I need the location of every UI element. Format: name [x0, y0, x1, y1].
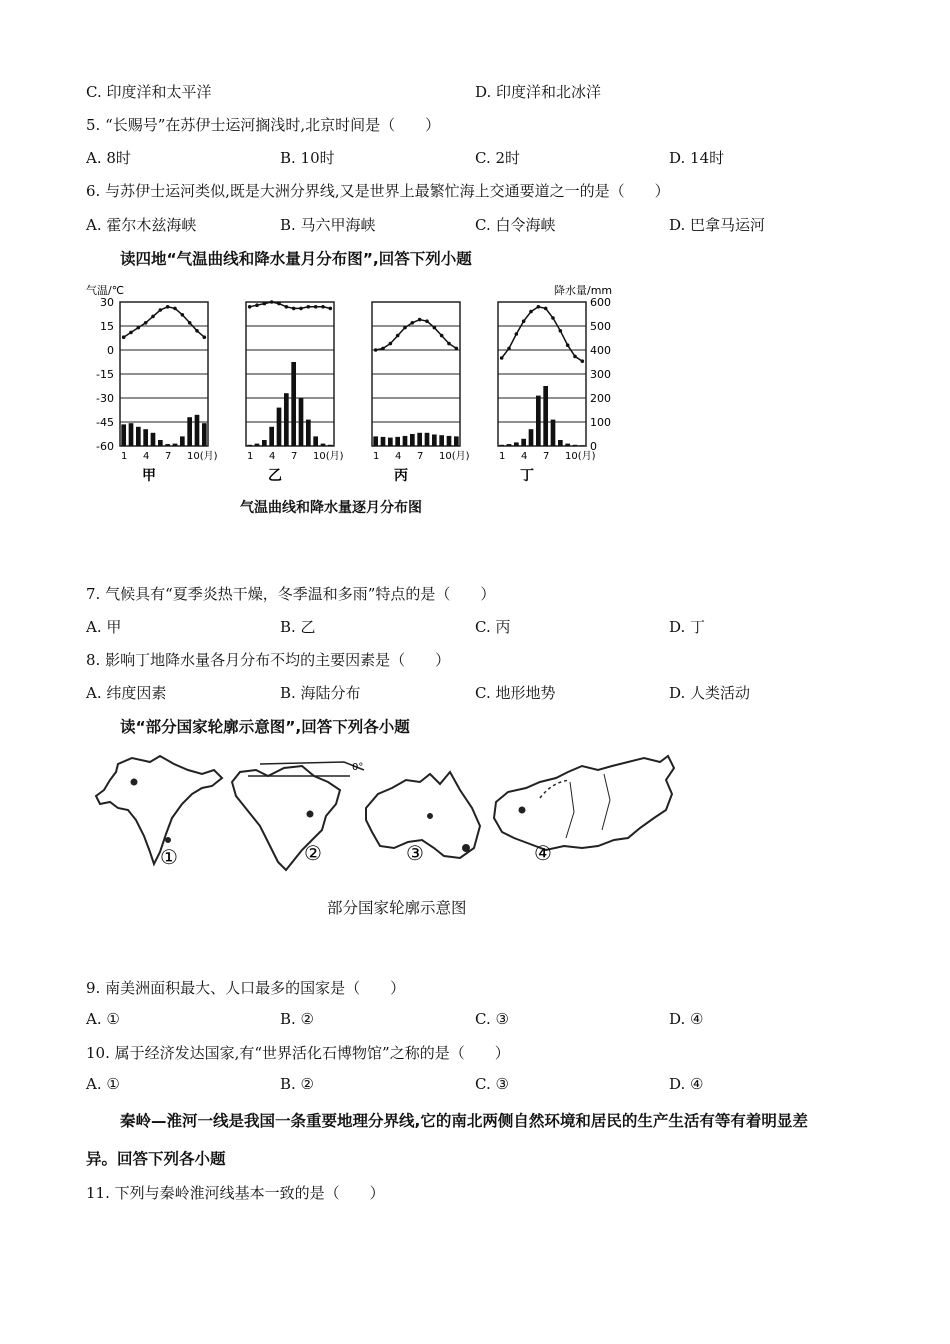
q6-options	[86, 214, 866, 234]
precip-bar	[388, 438, 393, 446]
month-tick-label: 4	[269, 451, 276, 462]
panel-name: 丁	[520, 468, 534, 484]
q10-stem: 10. 属于经济发达国家,有“世界活化石博物馆”之称的是（ ）	[86, 1044, 510, 1062]
q6-option-a: A. 霍尔木兹海峡	[86, 216, 197, 234]
q6-option-d: D. 巴拿马运河	[669, 216, 766, 234]
q9-options	[86, 1010, 866, 1030]
temp-point	[522, 319, 526, 323]
precip-bar	[439, 435, 444, 446]
precip-bar	[565, 444, 570, 446]
precip-bar	[373, 436, 378, 446]
temp-point	[181, 313, 185, 317]
precip-bar	[180, 436, 185, 446]
month-tick-label: 10(月)	[439, 451, 470, 462]
climate-caption: 气温曲线和降水量逐月分布图	[240, 500, 422, 516]
month-tick-label: 7	[165, 451, 172, 462]
precip-bar	[136, 427, 141, 446]
q7-option-c: C. 丙	[475, 618, 511, 636]
precip-bar	[580, 445, 585, 446]
precip-bar	[262, 440, 267, 446]
temp-point	[314, 305, 318, 309]
precip-bar	[425, 433, 430, 446]
precip-bar	[573, 445, 578, 446]
temp-ticks	[96, 296, 114, 453]
temp-line	[376, 320, 457, 350]
q8-option-d: D. 人类活动	[669, 684, 751, 702]
precip-bar	[454, 436, 459, 446]
precip-bar	[410, 434, 415, 446]
precip-bar	[558, 440, 563, 446]
country-outline-india	[96, 756, 222, 864]
q6-stem: 6. 与苏伊士运河类似,既是大洲分界线,又是世界上最繁忙海上交通要道之一的是（ ）	[86, 182, 670, 200]
temp-point	[403, 326, 407, 330]
temp-point	[559, 329, 563, 333]
month-tick-label: 10(月)	[565, 451, 596, 462]
q4-option-d: D. 印度洋和北冰洋	[475, 83, 602, 101]
q6-option-b: B. 马六甲海峡	[280, 216, 376, 234]
month-tick-label: 7	[417, 451, 424, 462]
precip-bar	[269, 427, 274, 446]
temp-point	[263, 302, 267, 306]
q10-option-a: A. ①	[86, 1075, 120, 1093]
temp-point	[299, 307, 303, 311]
temp-point	[433, 326, 437, 330]
temp-tick-label: -15	[96, 368, 114, 381]
temp-point	[151, 315, 155, 319]
precip-axis-label: 降水量/mm	[554, 284, 613, 297]
temp-point	[389, 342, 393, 346]
temp-point	[537, 305, 541, 309]
q5-option-b: B. 10时	[280, 149, 335, 167]
precip-bar	[129, 423, 134, 446]
temp-point	[455, 347, 459, 351]
precip-tick-label: 200	[590, 392, 611, 405]
temp-point	[248, 305, 252, 309]
q5-stem: 5. “长赐号”在苏伊士运河搁浅时,北京时间是（ ）	[86, 116, 441, 134]
precip-bar	[247, 445, 252, 446]
precip-bar	[536, 396, 541, 446]
precip-bar	[551, 420, 556, 446]
temp-point	[418, 318, 422, 322]
temp-point	[203, 335, 207, 339]
precip-bar	[165, 444, 170, 446]
climate-panels	[120, 300, 596, 484]
temp-point	[159, 308, 163, 312]
temp-point	[551, 316, 555, 320]
precip-ticks	[590, 296, 611, 453]
temp-point	[573, 355, 577, 359]
q7-option-d: D. 丁	[669, 618, 706, 636]
qinling-intro-line1: 秦岭—淮河一线是我国一条重要地理分界线,它的南北两侧自然环境和居民的生产生活有等有着明显差	[120, 1112, 808, 1130]
precip-bar	[151, 433, 156, 446]
precip-bar	[202, 423, 207, 446]
temp-axis-label: 气温/℃	[86, 284, 125, 297]
q6-option-c: C. 白令海峡	[475, 216, 556, 234]
precip-bar	[291, 362, 296, 446]
precip-bar	[121, 424, 126, 446]
map-intro: 读“部分国家轮廓示意图”,回答下列各小题	[120, 718, 410, 736]
temp-tick-label: -45	[96, 416, 114, 429]
temp-line	[250, 302, 331, 308]
precip-tick-label: 100	[590, 416, 611, 429]
precip-tick-label: 300	[590, 368, 611, 381]
precip-bar	[499, 445, 504, 446]
precip-bar	[432, 434, 437, 446]
month-tick-label: 10(月)	[313, 451, 344, 462]
precip-tick-label: 600	[590, 296, 611, 309]
precip-bar	[195, 415, 200, 446]
temp-point	[129, 331, 133, 335]
precip-bar	[306, 420, 311, 446]
climate-chart	[84, 280, 624, 490]
precip-bar	[514, 442, 519, 446]
precip-bar	[143, 429, 148, 446]
precip-bar	[507, 444, 512, 446]
temp-point	[329, 307, 333, 311]
map-label-3: ③	[406, 841, 424, 865]
panel-name: 丙	[394, 468, 408, 484]
month-tick-label: 1	[499, 451, 506, 462]
temp-tick-label: 0	[107, 344, 114, 357]
temp-tick-label: 15	[100, 320, 114, 333]
temp-point	[447, 342, 451, 346]
temp-point	[188, 321, 192, 325]
q9-option-a: A. ①	[86, 1010, 120, 1028]
temp-point	[166, 305, 170, 309]
q9-option-b: B. ②	[280, 1010, 315, 1028]
month-tick-label: 1	[373, 451, 380, 462]
temp-point	[270, 300, 274, 304]
country-outline-map	[88, 752, 688, 882]
map-caption: 部分国家轮廓示意图	[327, 899, 467, 917]
precip-bar	[521, 439, 526, 446]
q10-options	[86, 1075, 866, 1095]
q9-option-d: D. ④	[669, 1010, 704, 1028]
temp-tick-label: -30	[96, 392, 114, 405]
q4-options	[86, 81, 866, 101]
precip-bar	[381, 437, 386, 446]
month-tick-label: 7	[291, 451, 298, 462]
climate-intro: 读四地“气温曲线和降水量月分布图”,回答下列小题	[120, 250, 472, 268]
q5-option-a: A. 8时	[86, 149, 131, 167]
precip-bar	[277, 408, 282, 446]
country-outline-brazil	[232, 762, 364, 870]
temp-point	[440, 334, 444, 338]
q5-option-c: C. 2时	[475, 149, 521, 167]
climate-panel	[372, 302, 470, 484]
temp-point	[581, 359, 585, 363]
temp-point	[515, 332, 519, 336]
q9-option-c: C. ③	[475, 1010, 509, 1028]
q7-options	[86, 616, 866, 636]
map-label-4: ④	[534, 841, 552, 865]
temp-point	[529, 310, 533, 314]
temp-point	[255, 303, 259, 307]
precip-bar	[284, 393, 289, 446]
temp-point	[381, 347, 385, 351]
equator-label: 0°	[352, 762, 364, 773]
temp-point	[122, 335, 126, 339]
temp-point	[137, 326, 141, 330]
temp-point	[411, 321, 415, 325]
map-label-2: ②	[304, 841, 322, 865]
temp-point	[566, 343, 570, 347]
climate-panel	[498, 302, 596, 484]
temp-line	[124, 307, 205, 337]
precip-bar	[417, 433, 422, 446]
precip-bar	[187, 417, 192, 446]
panel-name: 甲	[142, 468, 156, 484]
precip-bar	[255, 444, 260, 446]
month-tick-label: 4	[395, 451, 402, 462]
q8-option-a: A. 纬度因素	[86, 684, 167, 702]
q7-option-a: A. 甲	[86, 618, 122, 636]
map-label-1: ①	[160, 845, 178, 869]
temp-point	[544, 307, 548, 311]
month-tick-label: 4	[521, 451, 528, 462]
temp-point	[396, 334, 400, 338]
temp-point	[144, 321, 148, 325]
month-tick-label: 1	[121, 451, 128, 462]
climate-panel	[120, 302, 218, 484]
temp-point	[307, 305, 311, 309]
precip-bar	[173, 444, 178, 446]
country-outline-russia	[494, 756, 674, 850]
q10-option-b: B. ②	[280, 1075, 315, 1093]
temp-point	[277, 302, 281, 306]
precip-bar	[313, 436, 318, 446]
temp-point	[425, 319, 429, 323]
q8-option-c: C. 地形地势	[475, 684, 556, 702]
temp-point	[292, 307, 296, 311]
temp-point	[374, 348, 378, 352]
precip-tick-label: 400	[590, 344, 611, 357]
precip-bar	[299, 398, 304, 446]
precip-tick-label: 0	[590, 440, 597, 453]
precip-bar	[328, 445, 333, 446]
temp-point	[507, 347, 511, 351]
month-tick-label: 1	[247, 451, 254, 462]
precip-bar	[543, 386, 548, 446]
q9-stem: 9. 南美洲面积最大、人口最多的国家是（ ）	[86, 979, 406, 997]
q5-option-d: D. 14时	[669, 149, 725, 167]
precip-bar	[529, 429, 534, 446]
qinling-intro-line2: 异。回答下列各小题	[86, 1150, 226, 1168]
precip-bar	[447, 436, 452, 446]
q5-options	[86, 147, 866, 167]
q7-option-b: B. 乙	[280, 618, 316, 636]
q8-options	[86, 682, 866, 702]
q10-option-c: C. ③	[475, 1075, 509, 1093]
month-tick-label: 10(月)	[187, 451, 218, 462]
q11-stem: 11. 下列与秦岭淮河线基本一致的是（ ）	[86, 1184, 385, 1202]
precip-bar	[395, 437, 400, 446]
precip-bar	[403, 436, 408, 446]
temp-tick-label: 30	[100, 296, 114, 309]
q8-option-b: B. 海陆分布	[280, 684, 361, 702]
temp-point	[500, 356, 504, 360]
temp-point	[173, 307, 177, 311]
precip-tick-label: 500	[590, 320, 611, 333]
precip-bar	[321, 444, 326, 446]
q4-option-c: C. 印度洋和太平洋	[86, 83, 212, 101]
temp-point	[285, 305, 289, 309]
climate-panel	[246, 300, 344, 484]
temp-line	[502, 307, 583, 361]
q10-option-d: D. ④	[669, 1075, 704, 1093]
month-tick-label: 7	[543, 451, 550, 462]
panel-name: 乙	[268, 468, 282, 484]
temp-tick-label: -60	[96, 440, 114, 453]
precip-bar	[158, 440, 163, 446]
temp-point	[321, 305, 325, 309]
q8-stem: 8. 影响丁地降水量各月分布不均的主要因素是（ ）	[86, 651, 451, 669]
q7-stem: 7. 气候具有“夏季炎热干燥，冬季温和多雨”特点的是（ ）	[86, 585, 496, 603]
month-tick-label: 4	[143, 451, 150, 462]
temp-point	[195, 329, 199, 333]
